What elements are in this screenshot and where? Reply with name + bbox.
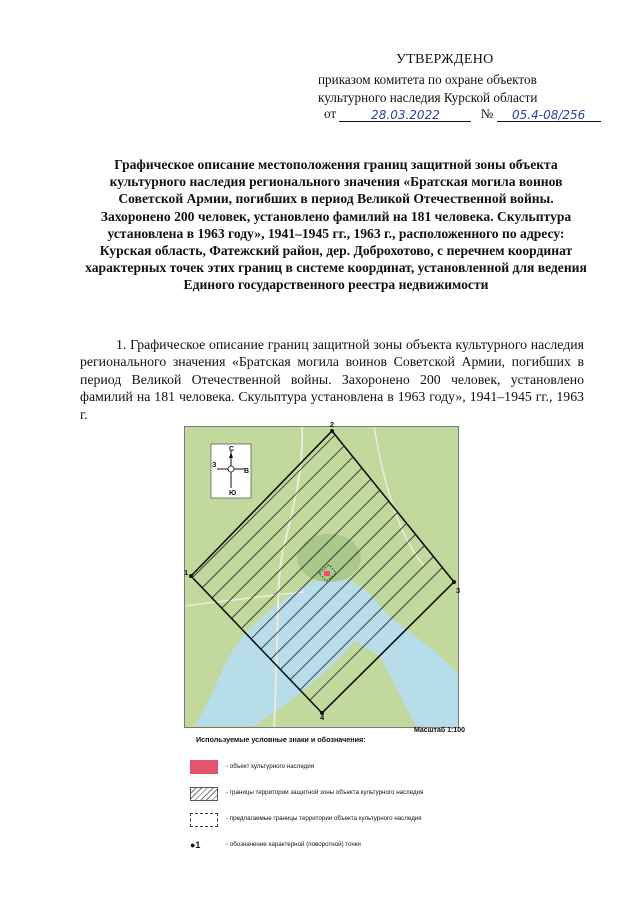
handwritten-number: 05.4-08/256 [512, 108, 586, 122]
map-scale: Масштаб 1:100 [414, 727, 466, 734]
number-label: № [480, 106, 494, 121]
map-frame [184, 426, 459, 728]
legend-heritage-text: - объект культурного наследия [226, 763, 315, 770]
point-label-3: 3 [456, 586, 461, 595]
legend-heritage-symbol [190, 760, 218, 774]
legend-proposed-text: - предлагаемые границы территории объекта культурного наследия [226, 815, 422, 822]
legend-zone-text: - границы территории защитной зоны объекта культурного наследия [226, 789, 424, 796]
legend-proposed-symbol [190, 813, 218, 827]
approval-line-1: приказом комитета по охране объектов [318, 72, 537, 87]
point-label-4: 4 [320, 713, 325, 722]
point-label-1: 1 [184, 568, 189, 577]
section-1-paragraph: 1. Графическое описание границ защитной зоны объекта культурного наследия регионального значения «Братская могила воинов Советской Армии, погибших в период Великой Отечественной войны. Захоронено 200 человек, установлено фамилий на 181 человека. Скульптура установлена в 1963 году», 1941–1945 гг., 1963 г. [80, 337, 584, 422]
legend-title: Используемые условные знаки и обозначения: [196, 735, 366, 744]
compass-west: З [212, 462, 217, 469]
approval-line-2: культурного наследия Курской области [318, 90, 538, 105]
legend-point-symbol: ●1 [190, 840, 201, 850]
legend-zone-symbol [190, 787, 218, 801]
handwritten-date: 28.03.2022 [371, 108, 440, 122]
approval-date-row [324, 106, 601, 122]
number-field [497, 107, 601, 122]
compass-south: Ю [229, 490, 237, 497]
date-field [339, 107, 471, 122]
from-label: от [324, 106, 337, 121]
document-title: Графическое описание местоположения границ защитной зоны объекта культурного наследия регионального значения «Братская могила воинов Советской Армии, погибших в период Великой Отечественной войны. Захоронено 200 человек, установлено фамилий на 181 человека. Скульптура установлена в 1963 году», 1941–1945 гг., 1963 г., расположенного по адресу: Курская область, Фатежский район, дер. Доброхотово, с перечнем координат характерных точек этих границ в системе координат, установленной для ведения Единого государственного реестра недвижимости [85, 157, 587, 293]
point-label-2: 2 [330, 420, 335, 429]
compass-north: С [229, 446, 235, 453]
approval-title: УТВЕРЖДЕНО [396, 52, 494, 67]
legend-point-text: - обозначение характерной (поворотной) точки [226, 841, 361, 848]
compass-east: В [244, 468, 250, 475]
